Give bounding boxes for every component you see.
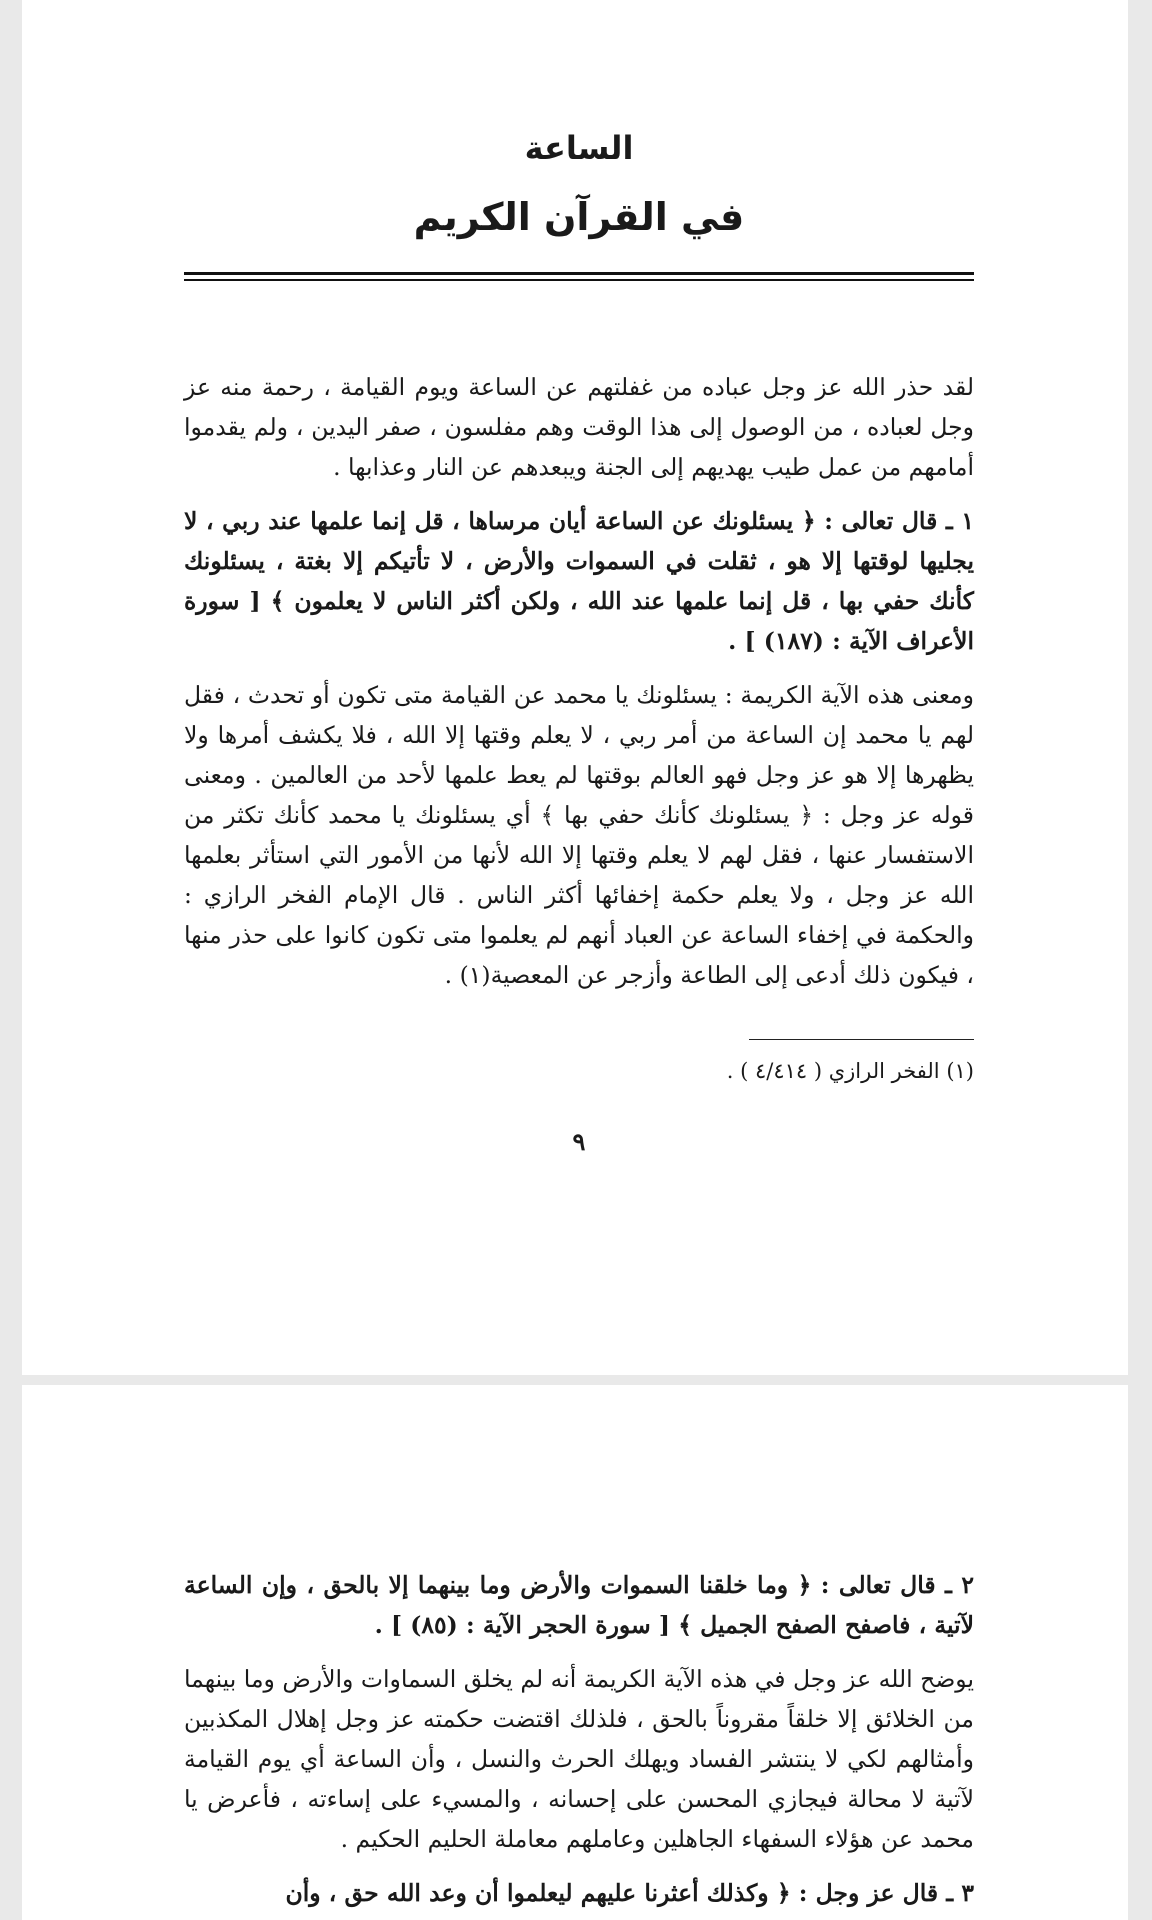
footnote: (١) الفخر الرازي ( ٤/٤١٤ ) .	[726, 1059, 974, 1083]
chapter-title	[184, 120, 974, 250]
book-page-9	[22, 0, 1128, 1375]
book-page-10	[22, 1385, 1128, 1920]
intro-paragraph: لقد حذر الله عز وجل عباده من غفلتهم عن الساعة ويوم القيامة ، رحمة منه عز وجل لعباده ، من الوصول إلى هذا الوقت وهم مفلسون ، صفر اليدين ، ولم يقدموا أمامهم من عمل طيب يهديهم إلى الجنة ويبعدهم عن النار وعذابها .	[184, 373, 974, 481]
verse-paragraph-2: ٢ ـ قال تعالى : ﴿ وما خلقنا السموات والأرض وما بينهما إلا بالحق ، وإن الساعة لآتية ، فاصفح الصفح الجميل ﴾ [ سورة الحجر الآية : (٨٥) ] .	[184, 1571, 974, 1639]
footnote-separator	[749, 1039, 974, 1040]
page-number: ٩	[572, 1127, 586, 1156]
explanation-paragraph-1: ومعنى هذه الآية الكريمة : يسئلونك يا محمد عن القيامة متى تكون أو تحدث ، فقل لهم يا محمد إن الساعة من أمر ربي ، لا يعلم وقتها إلا الله ، فلا يكشف أمرها ولا يظهرها إلا هو عز وجل فهو العالم بوقتها لم يعط علمها لأحد من العالمين . ومعنى قوله عز وجل : ﴿ يسئلونك كأنك حفي بها ﴾ أي يسئلونك يا محمد كأنك تكثر من الاستفسار عنها ، فقل لهم لا يعلم وقتها إلا الله لأنها من الأمور التي استأثر بعلمها الله عز وجل ، ولا يعلم حكمة إخفائها أكثر الناس . قال الإمام الفخر الرازي : والحكمة في إخفاء الساعة عن العباد أنهم لم يعلموا متى تكون كانوا على حذر منها ، فيكون ذلك أدعى إلى الطاعة وأزجر عن المعصية(١) .	[184, 681, 974, 989]
verse-paragraph-1: ١ ـ قال تعالى : ﴿ يسئلونك عن الساعة أيان مرساها ، قل إنما علمها عند ربي ، لا يجليها لوقتها إلا هو ، ثقلت في السموات والأرض ، لا تأتيكم إلا بغتة ، يسئلونك كأنك حفي بها ، قل إنما علمها عند الله ، ولكن أكثر الناس لا يعلمون ﴾ [ سورة الأعراف الآية : (١٨٧) ] .	[184, 507, 974, 655]
chapter-title-line-1: الساعة	[524, 129, 634, 167]
chapter-title-line-2: في القرآن الكريم	[413, 195, 745, 239]
verse-paragraph-3-partial: ٣ ـ قال عز وجل : ﴿ وكذلك أعثرنا عليهم ليعلموا أن وعد الله حق ، وأن	[285, 1879, 974, 1907]
explanation-paragraph-2: يوضح الله عز وجل في هذه الآية الكريمة أنه لم يخلق السماوات والأرض وما بينهما من الخلائق إلا خلقاً مقروناً بالحق ، فلذلك اقتضت حكمته عز وجل إهلال المكذبين وأمثالهم لكي لا ينتشر الفساد ويهلك الحرث والنسل ، وأن الساعة أي يوم القيامة لآتية لا محالة فيجازي المحسن على إحسانه ، والمسيء على إساءته ، فأعرض يا محمد عن هؤلاء السفهاء الجاهلين وعاملهم معاملة الحليم الحكيم .	[184, 1665, 974, 1853]
page-content	[184, 1565, 974, 1920]
title-double-rule	[184, 272, 974, 281]
page-content	[184, 120, 974, 1162]
